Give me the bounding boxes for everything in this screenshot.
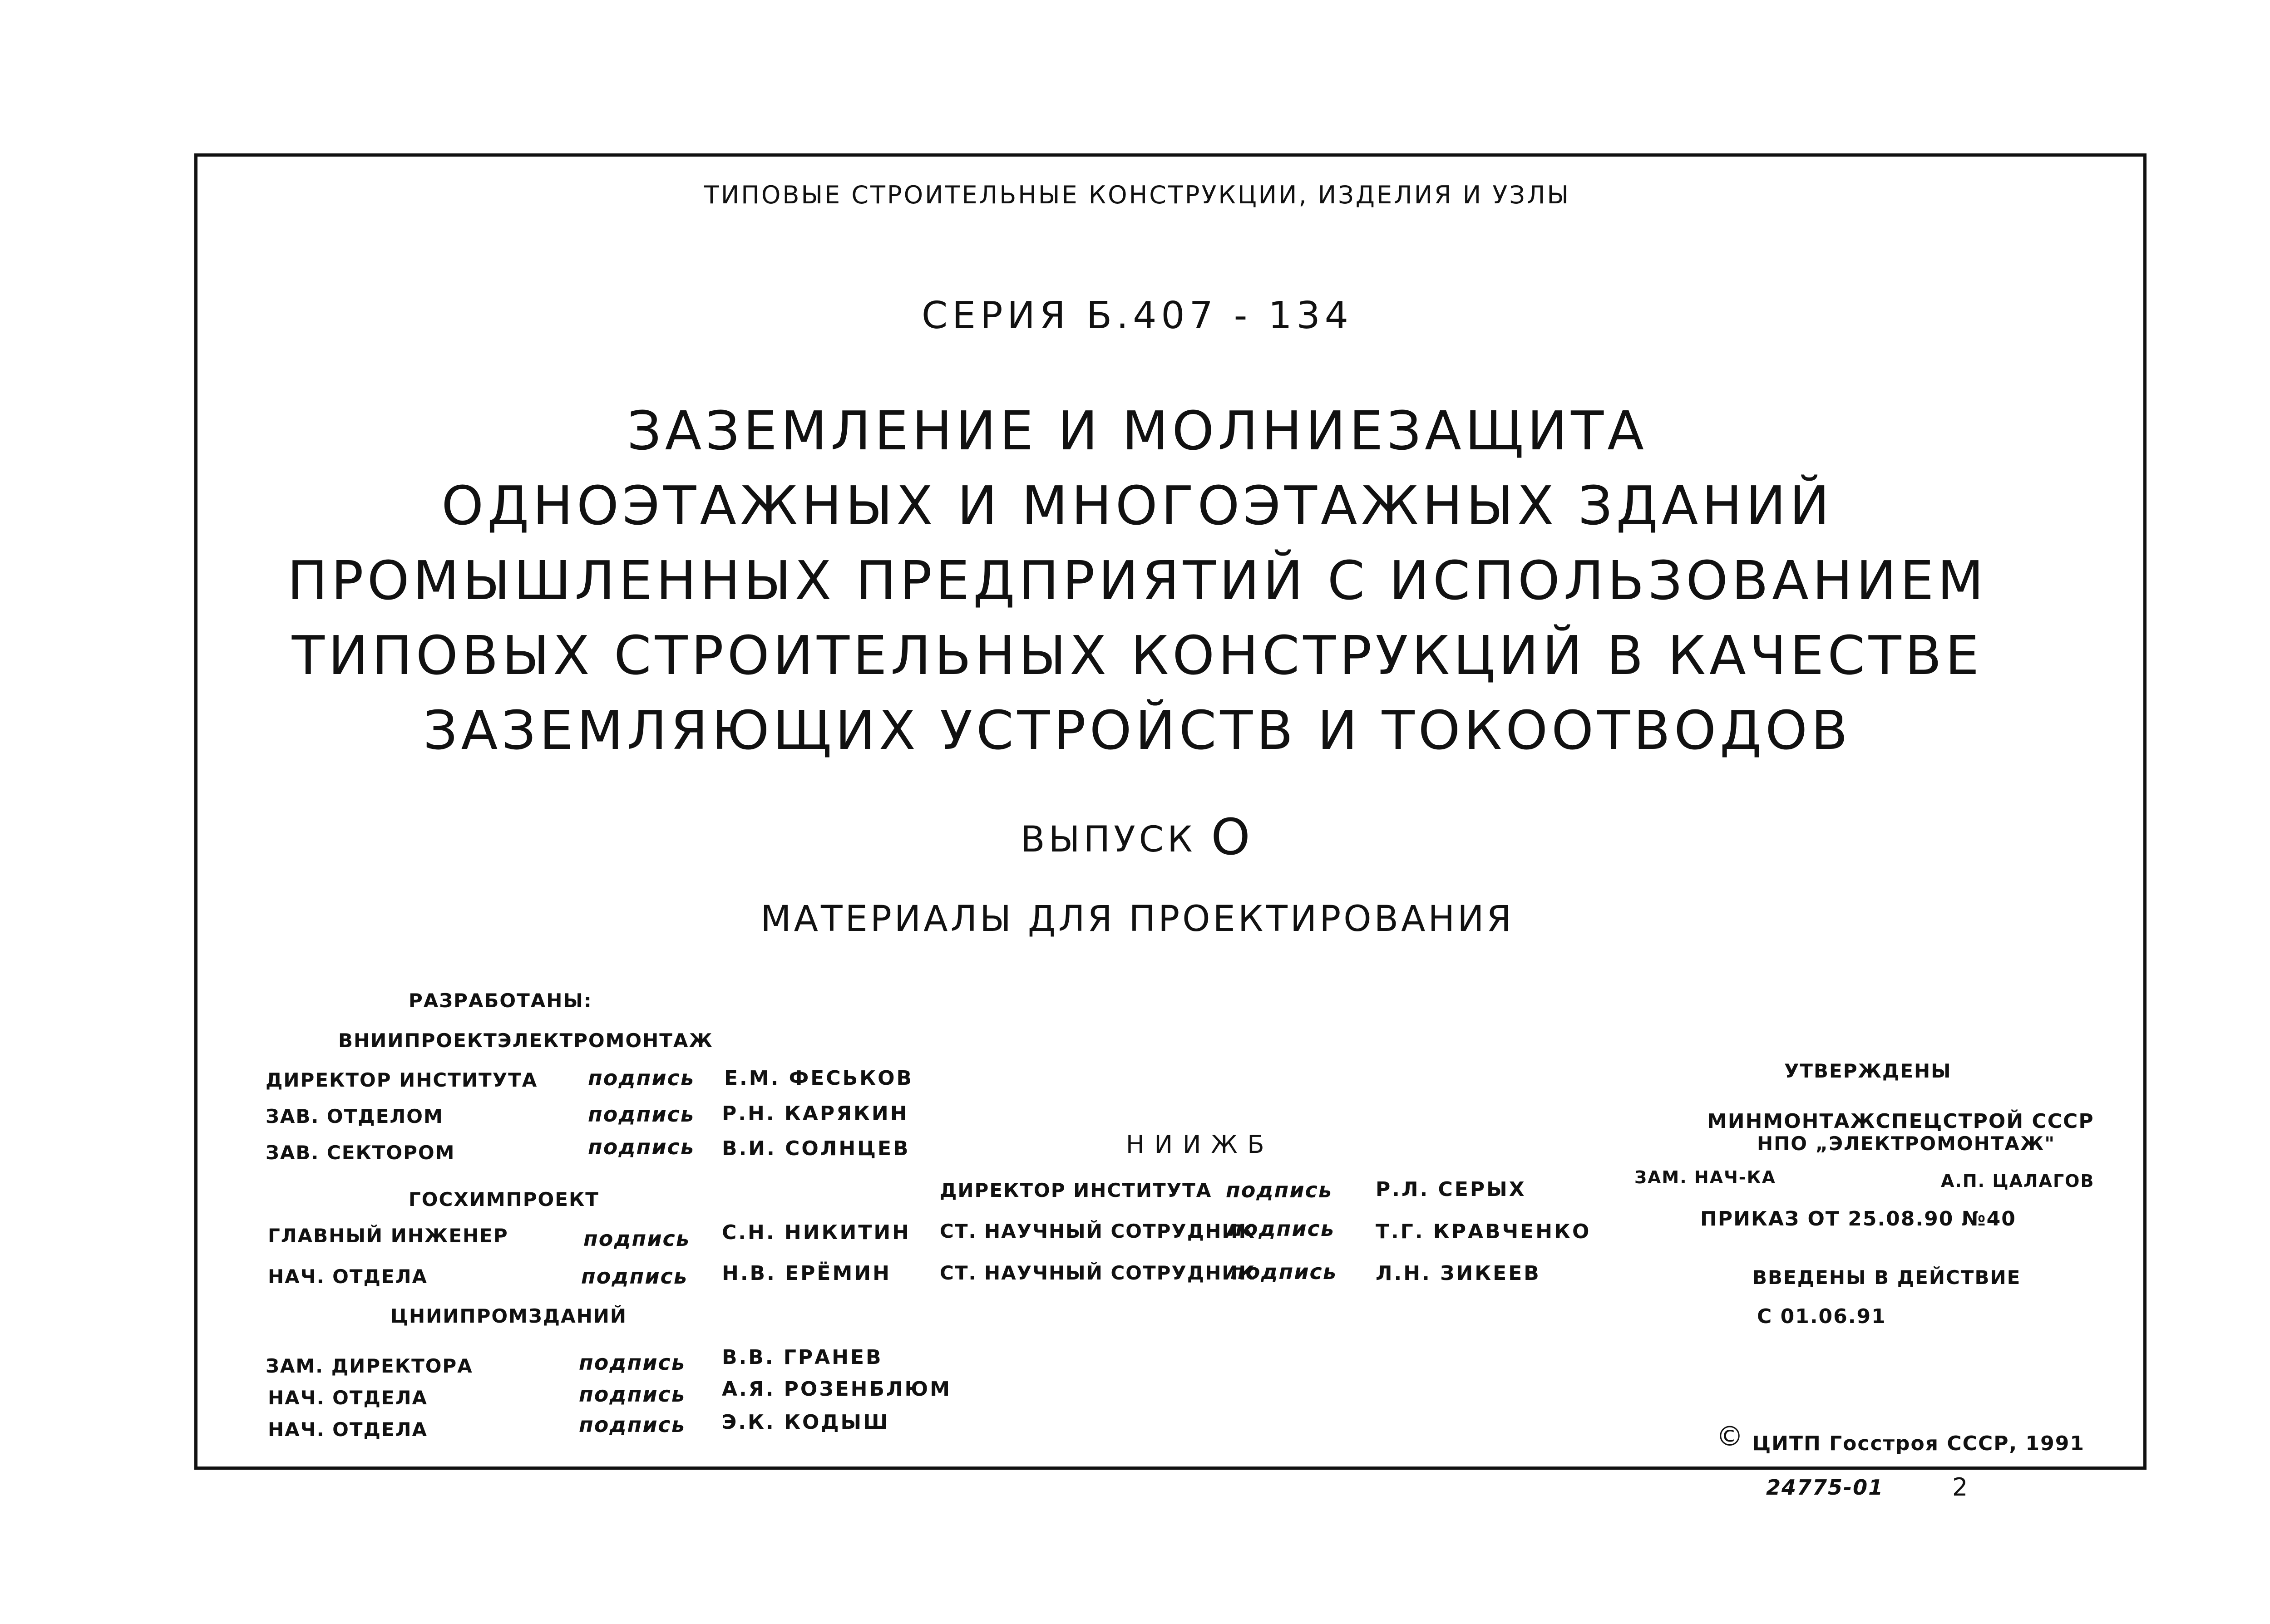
title-line-3: ПРОМЫШЛЕННЫХ ПРЕДПРИЯТИЙ С ИСПОЛЬЗОВАНИЕМ: [287, 549, 1988, 612]
signature: подпись: [579, 1382, 686, 1407]
title-line-2: ОДНОЭТАЖНЫХ И МНОГОЭТАЖНЫХ ЗДАНИЙ: [441, 474, 1833, 537]
deputy-name: А.П. ЦАЛАГОВ: [1941, 1171, 2095, 1191]
signature: подпись: [1230, 1260, 1337, 1284]
title-line-5: ЗАЗЕМЛЯЮЩИХ УСТРОЙСТВ И ТОКООТВОДОВ: [423, 699, 1851, 762]
person-name: Л.Н. ЗИКЕЕВ: [1376, 1262, 1541, 1285]
issue-number: О: [1211, 808, 1254, 866]
position-chief-engineer: ГЛАВНЫЙ ИНЖЕНЕР: [268, 1225, 508, 1247]
person-name: С.Н. НИКИТИН: [722, 1221, 911, 1244]
person-name: Н.В. ЕРЁМИН: [722, 1262, 891, 1285]
series-number: СЕРИЯ Б.407 - 134: [922, 294, 1353, 337]
person-name: Т.Г. КРАВЧЕНКО: [1376, 1220, 1591, 1243]
org-goskhimproekt: ГОСХИМПРОЕКТ: [409, 1188, 599, 1211]
materials-subtitle: МАТЕРИАЛЫ ДЛЯ ПРОЕКТИРОВАНИЯ: [760, 899, 1514, 940]
position-head-sector: ЗАВ. СЕКТОРОМ: [266, 1142, 455, 1164]
person-name: Р.Л. СЕРЫХ: [1376, 1178, 1526, 1201]
developed-heading: РАЗРАБОТАНЫ:: [409, 989, 592, 1012]
position-head-dept: НАЧ. ОТДЕЛА: [268, 1265, 428, 1288]
person-name: Р.Н. КАРЯКИН: [722, 1102, 909, 1125]
deputy-position: ЗАМ. НАЧ-КА: [1634, 1167, 1777, 1187]
position-deputy-director: ЗАМ. ДИРЕКТОРА: [266, 1355, 473, 1377]
document-number: 24775-01: [1766, 1475, 1884, 1500]
signature: подпись: [1228, 1216, 1335, 1241]
position-head-dept: ЗАВ. ОТДЕЛОМ: [266, 1105, 444, 1127]
person-name: В.И. СОЛНЦЕВ: [722, 1137, 910, 1160]
header-text: ТИПОВЫЕ СТРОИТЕЛЬНЫЕ КОНСТРУКЦИИ, ИЗДЕЛИЯ И УЗЛЫ: [704, 181, 1571, 209]
page-number: 2: [1952, 1473, 1969, 1501]
position-director: ДИРЕКТОР ИНСТИТУТА: [940, 1179, 1212, 1201]
effective-label: ВВЕДЕНЫ В ДЕЙСТВИЕ: [1752, 1266, 2021, 1289]
org-niizhb: НИИЖБ: [1126, 1130, 1274, 1159]
person-name: А.Я. РОЗЕНБЛЮМ: [722, 1378, 952, 1401]
signature: подпись: [588, 1102, 695, 1127]
signature: подпись: [588, 1135, 695, 1159]
signature: подпись: [579, 1350, 686, 1375]
signature: подпись: [579, 1412, 686, 1437]
issue-label: [0, 808, 2270, 866]
title-line-1: ЗАЗЕМЛЕНИЕ И МОЛНИЕЗАЩИТА: [627, 399, 1648, 462]
npo-name: НПО „ЭЛЕКТРОМОНТАЖ": [1757, 1132, 2056, 1155]
copyright: [1716, 1421, 2085, 1455]
person-name: Е.М. ФЕСЬКОВ: [724, 1067, 914, 1090]
position-senior-researcher: СТ. НАУЧНЫЙ СОТРУДНИК: [940, 1220, 1255, 1242]
approved-heading: УТВЕРЖДЕНЫ: [1784, 1060, 1952, 1082]
signature: подпись: [588, 1066, 695, 1090]
signature: подпись: [583, 1226, 690, 1251]
signature: подпись: [581, 1264, 688, 1289]
title-line-4: ТИПОВЫХ СТРОИТЕЛЬНЫХ КОНСТРУКЦИЙ В КАЧЕСТВЕ: [291, 624, 1983, 687]
person-name: Э.К. КОДЫШ: [722, 1411, 890, 1434]
position-head-dept: НАЧ. ОТДЕЛА: [268, 1387, 428, 1409]
order-number: ПРИКАЗ ОТ 25.08.90 №40: [1700, 1207, 2016, 1230]
effective-date: С 01.06.91: [1757, 1305, 1886, 1328]
issue-word: ВЫПУСК: [1021, 819, 1196, 860]
person-name: В.В. ГРАНЕВ: [722, 1346, 883, 1369]
ministry-name: МИНМОНТАЖСПЕЦСТРОЙ СССР: [1707, 1110, 2094, 1133]
position-director: ДИРЕКТОР ИНСТИТУТА: [266, 1069, 538, 1091]
position-head-dept: НАЧ. ОТДЕЛА: [268, 1418, 428, 1441]
org-tsniipromzdaniy: ЦНИИПРОМЗДАНИЙ: [390, 1305, 627, 1327]
position-senior-researcher: СТ. НАУЧНЫЙ СОТРУДНИК: [940, 1262, 1255, 1284]
signature: подпись: [1226, 1178, 1332, 1202]
org-vniiproekt: ВНИИПРОЕКТЭЛЕКТРОМОНТАЖ: [338, 1029, 713, 1052]
copyright-symbol: ©: [1716, 1421, 1744, 1452]
copyright-text: ЦИТП Госстроя СССР, 1991: [1752, 1432, 2085, 1455]
